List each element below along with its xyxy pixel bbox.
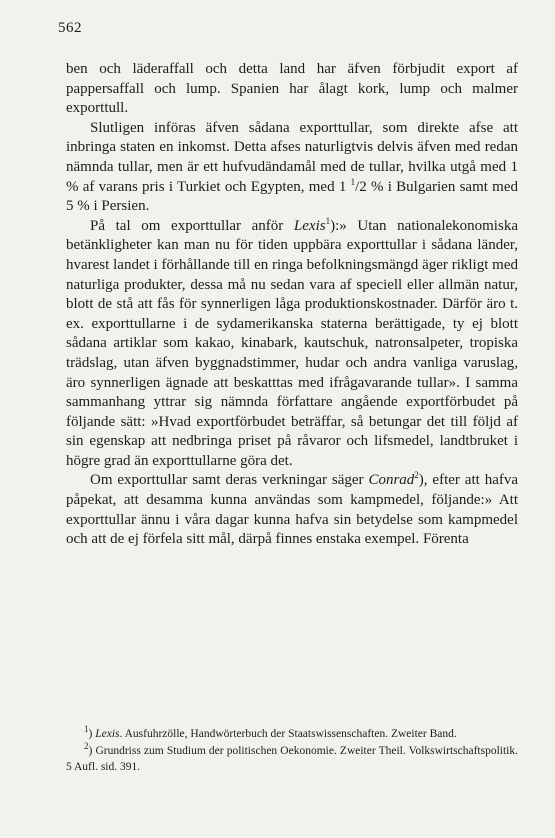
footnotes (66, 726, 518, 776)
text-run: Slutligen införas äfven sådana exporttullar, som direkte afse att inbringa staten en inkomst. Detta afses naturligtvis delvis äfven med redan nämnda tullar, men är ett hufvudändamål med de tullar, hvilka utgå med 1 % af varans pris i Turkiet och Egypten, med 1 (66, 119, 518, 195)
footnote-1 (66, 726, 518, 743)
italic-name: Lexis (95, 728, 120, 740)
paragraph-3 (66, 217, 518, 472)
text-run: ):» Utan nationalekonomiska betänkligheter kan man nu för tiden uppbära exporttullar i sådana länder, hvarest landet i förhållande till en ringa befolkningsmängd äger rikligt med naturliga produkter, dessa må nu sedan vara af speciell eller allmän natur, blott de stå att fås för synnerligen låga produktionskostnader. Därför äro t. ex. exporttullarne i de sydamerikanska staterna berättigade, ty ej blott sådana artiklar som kakao, kinabark, kautschuk, natronsalpeter, tropiska trädslag, utan äfven byggnadstimmer, hudar och andra vanliga varuslag, äro synnerligen ägnade att beskatttas med ifrågavarande tullar». I samma sammanhang yttrar sig nämnda författare angående exportförbudet på följande sätt: »Hvad exportförbudet beträffar, så betungar det till följd af sin egenskap att nedbringa priset på råvaror och lifsmedel, landtbruket i högre grad än exporttullarne göra det. (66, 217, 518, 469)
italic-name: Conrad (368, 472, 415, 489)
paragraph-4 (66, 471, 518, 549)
text-run: ) Grundriss zum Studium der politischen Oekonomie. Zweiter Theil. Volkswirtschaftspolitik. 5 Aufl. sid. 391. (66, 744, 518, 773)
text-run: ) (88, 728, 96, 740)
paragraph-2 (66, 119, 518, 217)
body-text (66, 60, 518, 550)
text-run: . Ausfuhrzölle, Handwörterbuch der Staatswissenschaften. Zweiter Band. (119, 728, 457, 740)
footnote-marker: 2 (84, 740, 89, 751)
paragraph-1 (66, 60, 518, 119)
footnote-marker: 1 (325, 215, 331, 226)
page-number: 562 (58, 20, 82, 36)
italic-name: Lexis (293, 217, 326, 234)
text-run: På tal om exporttullar anför (90, 217, 294, 234)
footnote-2 (66, 740, 518, 776)
footnote-marker: 1 (84, 724, 89, 735)
text-run: Om exporttullar samt deras verkningar säger (90, 472, 369, 489)
text-run: ), efter att hafva påpekat, att desamma kunna användas som kampmedel, följande:» Att exporttullar ännu i våra dagar kunna hafva sin betydelse som kampmedel och att de ej förfela sitt mål, därpå finnes enstaka exempel. Förenta (66, 472, 519, 548)
text-run: /2 % i Bulgarien samt med 5 % i Persien. (66, 178, 518, 215)
footnote-marker: 1 (350, 176, 356, 187)
footnote-marker: 2 (414, 470, 419, 481)
text-run: ben och läderaffall och detta land har äfven förbjudit export af pappersaffall och lump. Spanien har ålagt kork, lump och malmer exporttull. (66, 61, 518, 117)
